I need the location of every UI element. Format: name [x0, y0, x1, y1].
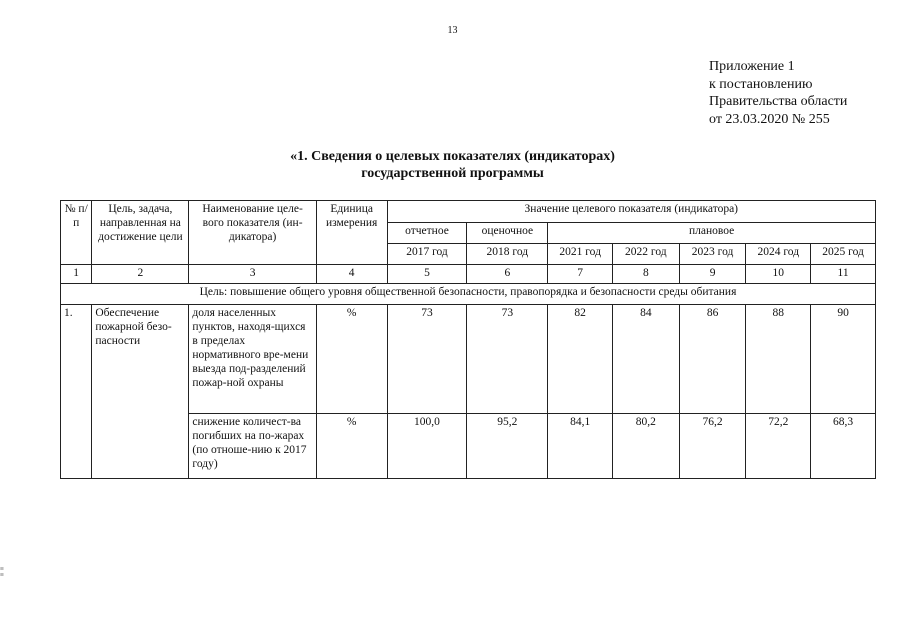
column-number: 1: [61, 265, 92, 284]
row-unit: %: [316, 414, 387, 479]
row-indicator: снижение количест-ва погибших на по-жарах (по отноше-нию к 2017 году): [189, 414, 316, 479]
header-year: 2018 год: [467, 244, 548, 265]
header-goal: Цель, задача, направленная на достижение цели: [92, 201, 189, 265]
indicators-table: [60, 200, 876, 479]
row-value: 95,2: [467, 414, 548, 479]
document-title: [0, 148, 905, 182]
column-number: 4: [316, 265, 387, 284]
row-value: 68,3: [811, 414, 876, 479]
row-value: 76,2: [679, 414, 746, 479]
row-value: 84,1: [548, 414, 613, 479]
header-planned: плановое: [548, 223, 876, 244]
scan-edge-mark: ≡ ≡: [0, 565, 4, 579]
column-number: 8: [612, 265, 679, 284]
header-reported: отчетное: [387, 223, 467, 244]
column-number: 5: [387, 265, 467, 284]
row-value: 73: [387, 305, 467, 414]
column-number: 11: [811, 265, 876, 284]
header-year: 2023 год: [679, 244, 746, 265]
row-value: 88: [746, 305, 811, 414]
row-value: 100,0: [387, 414, 467, 479]
appendix-line: от 23.03.2020 № 255: [709, 111, 830, 127]
column-number: 6: [467, 265, 548, 284]
header-year: 2022 год: [612, 244, 679, 265]
header-num: № п/п: [61, 201, 92, 265]
header-year: 2025 год: [811, 244, 876, 265]
row-value: 90: [811, 305, 876, 414]
page-number: 13: [447, 25, 458, 36]
row-indicator: доля населенных пунктов, находя-щихся в пределах нормативного вре-мени выезда под-разделений пожар-ной охраны: [189, 305, 316, 414]
row-goal: Обеспечение пожарной безо-пасности: [92, 305, 189, 479]
row-value: 86: [679, 305, 746, 414]
title-line: «1. Сведения о целевых показателях (индикаторах): [290, 149, 615, 164]
row-value: 84: [612, 305, 679, 414]
header-value-group: Значение целевого показателя (индикатора): [387, 201, 875, 223]
title-line: государственной программы: [361, 166, 544, 181]
row-unit: %: [316, 305, 387, 414]
row-value: 73: [467, 305, 548, 414]
header-year: 2021 год: [548, 244, 613, 265]
row-num: 1.: [61, 305, 92, 479]
appendix-line: к постановлению: [709, 76, 813, 92]
column-number: 10: [746, 265, 811, 284]
table-row: [61, 305, 876, 414]
header-year: 2017 год: [387, 244, 467, 265]
appendix-line: Приложение 1: [709, 59, 795, 74]
row-value: 72,2: [746, 414, 811, 479]
appendix-line: Правительства области: [709, 94, 848, 109]
header-unit: Единица измерения: [316, 201, 387, 265]
row-value: 80,2: [612, 414, 679, 479]
appendix-note: [709, 58, 847, 128]
header-estimated: оценочное: [467, 223, 548, 244]
header-year: 2024 год: [746, 244, 811, 265]
header-indicator: Наименование целе-вого показателя (ин-дикатора): [189, 201, 316, 265]
column-number: 3: [189, 265, 316, 284]
column-number: 2: [92, 265, 189, 284]
column-number: 7: [548, 265, 613, 284]
goal-row: Цель: повышение общего уровня общественной безопасности, правопорядка и безопасности среды обитания: [61, 284, 876, 305]
column-number: 9: [679, 265, 746, 284]
row-value: 82: [548, 305, 613, 414]
